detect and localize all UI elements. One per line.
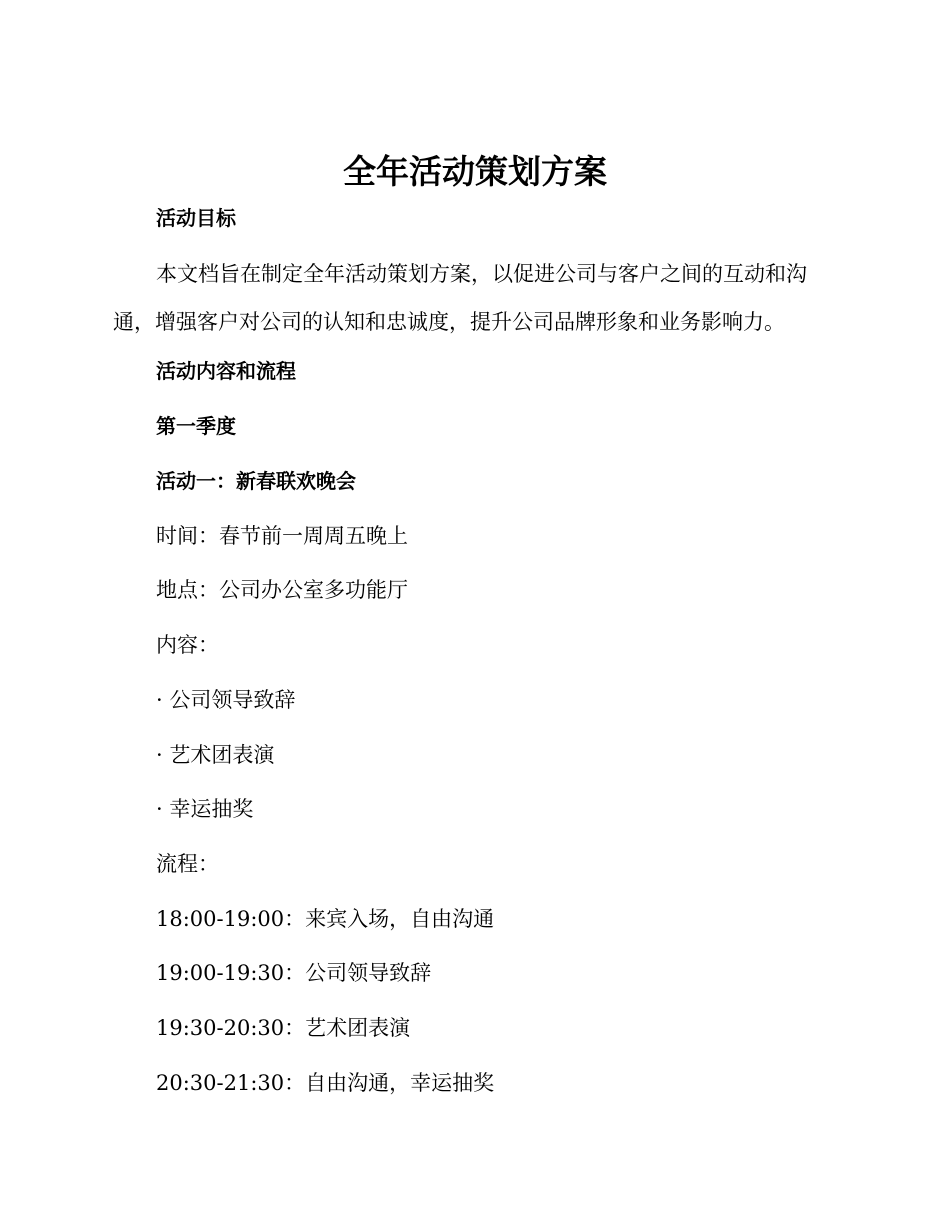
list-item: · 公司领导致辞 (156, 688, 296, 712)
activity-heading: 活动一：新春联欢晚会 (156, 469, 356, 493)
quarter-heading: 第一季度 (156, 414, 236, 438)
section-heading-goal: 活动目标 (156, 206, 236, 230)
flow-item: 20:30-21:30：自由沟通，幸运抽奖 (156, 1071, 495, 1095)
list-item: · 幸运抽奖 (156, 797, 254, 821)
activity-location: 地点：公司办公室多功能厅 (156, 578, 408, 602)
goal-paragraph: 本文档旨在制定全年活动策划方案，以促进公司与客户之间的互动和沟通，增强客户对公司的认知和忠诚度，提升公司品牌形象和业务影响力。 (113, 262, 807, 334)
flow-item: 18:00-19:00：来宾入场，自由沟通 (156, 907, 495, 931)
content-label: 内容： (156, 633, 219, 657)
document-title: 全年活动策划方案 (343, 152, 607, 191)
flow-label: 流程： (156, 852, 219, 876)
activity-time: 时间：春节前一周周五晚上 (156, 524, 408, 548)
flow-item: 19:30-20:30：艺术团表演 (156, 1016, 411, 1040)
section-heading-content: 活动内容和流程 (156, 359, 296, 383)
list-item: · 艺术团表演 (156, 743, 275, 767)
flow-item: 19:00-19:30：公司领导致辞 (156, 961, 432, 985)
